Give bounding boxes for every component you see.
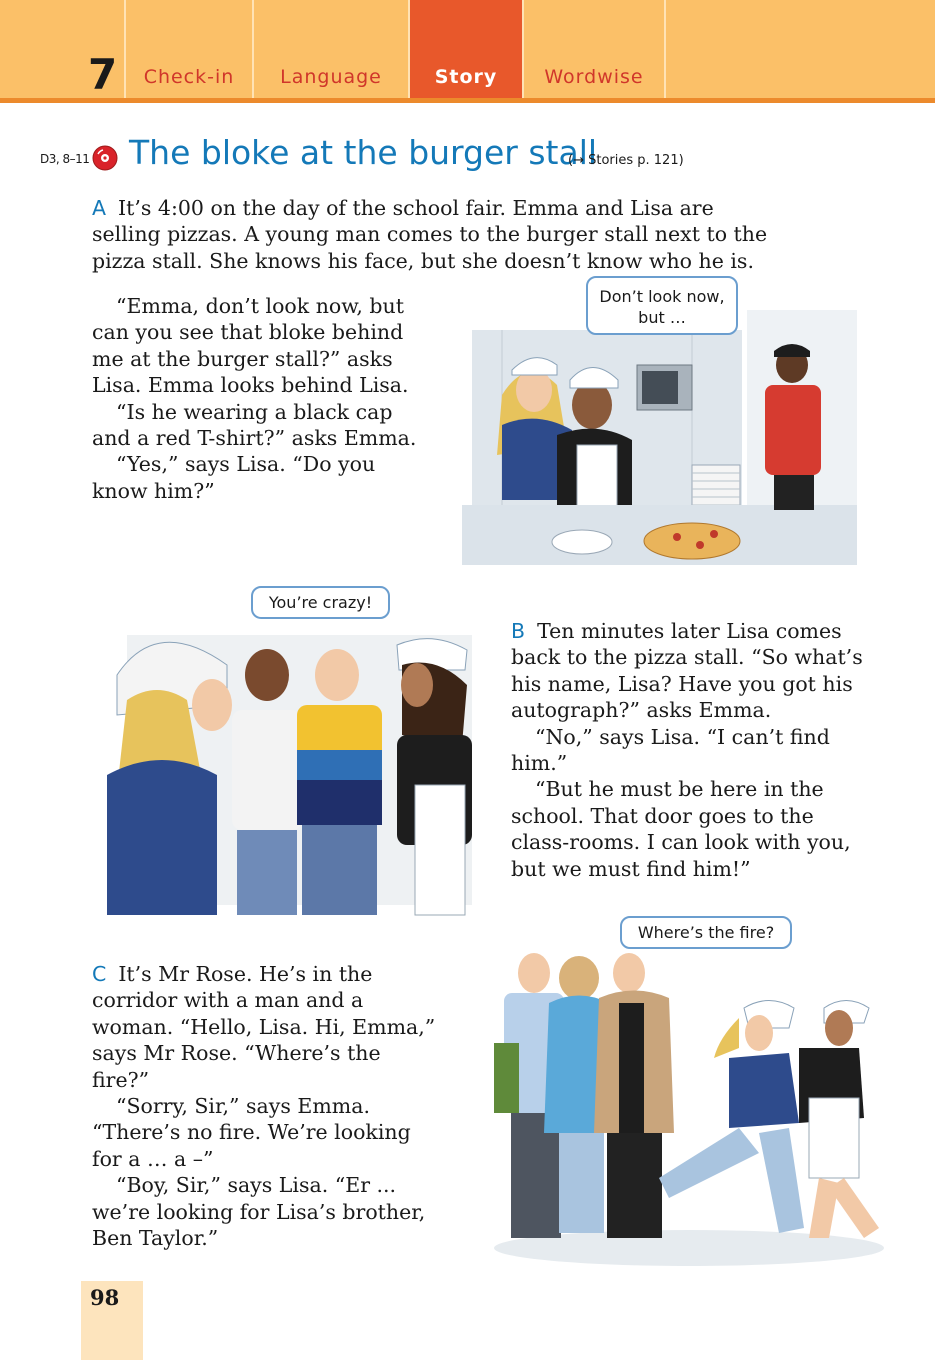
unit-number: 7 xyxy=(88,50,118,99)
tab-label: Language xyxy=(280,66,382,88)
cd-icon[interactable] xyxy=(92,145,118,171)
pizza-stall-illustration xyxy=(462,305,857,565)
speech-bubble: Don’t look now, but … xyxy=(586,276,738,335)
tab-bar-rule xyxy=(0,98,935,103)
tab-label: Check-in xyxy=(143,66,235,88)
part-b-letter: B xyxy=(511,619,526,643)
tab-language[interactable] xyxy=(252,0,408,98)
corridor-illustration xyxy=(489,948,884,1268)
story-title: The bloke at the burger stall xyxy=(129,133,598,172)
part-a-letter: A xyxy=(92,196,107,220)
page-number: 98 xyxy=(90,1285,120,1310)
part-b-text xyxy=(511,618,863,882)
tab-label: Story xyxy=(434,66,498,88)
part-c-paragraph: “Boy, Sir,” says Lisa. “Er ... we’re looking for Lisa’s brother, Ben Taylor.” xyxy=(92,1173,426,1251)
part-c-text xyxy=(92,961,442,1251)
part-b-paragraph: Ten minutes later Lisa comes back to the pizza stall. “So what’s his name, Lisa? Have you got his autograph?” asks Emma. xyxy=(511,619,863,723)
speech-bubble: Where’s the fire? xyxy=(620,916,792,949)
tab-label: Wordwise xyxy=(544,66,644,88)
tab-divider xyxy=(664,0,666,98)
part-a-paragraph: “Yes,” says Lisa. “Do you know him?” xyxy=(92,452,376,503)
part-c-paragraph: It’s Mr Rose. He’s in the corridor with a man and a woman. “Hello, Lisa. Hi, Emma,” says Mr Rose. “Where’s the fire?” xyxy=(92,962,436,1092)
part-b-paragraph: “But he must be here in the school. That door goes to the class-rooms. I can look with you, but we must find him!” xyxy=(511,777,851,881)
speech-bubble: You’re crazy! xyxy=(251,586,390,619)
part-a-paragraph: “Emma, don’t look now, but can you see that bloke behind me at the burger stall?” asks Lisa. Emma looks behind Lisa. xyxy=(92,294,409,398)
part-a-intro-text: It’s 4:00 on the day of the school fair. Emma and Lisa are selling pizzas. A young man comes to the burger stall next to the pizza stall. She knows his face, but she doesn’t know who he is. xyxy=(92,196,768,273)
audio-track-label: D3, 8–11 xyxy=(40,152,90,166)
stories-reference[interactable]: (→ Stories p. 121) xyxy=(568,153,684,168)
tab-story[interactable] xyxy=(408,0,522,98)
part-c-paragraph: “Sorry, Sir,” says Emma. “There’s no fire. We’re looking for a … a –” xyxy=(92,1094,411,1171)
part-b-paragraph: “No,” says Lisa. “I can’t find him.” xyxy=(511,724,830,776)
tab-check-in[interactable] xyxy=(124,0,252,98)
tab-wordwise[interactable] xyxy=(522,0,664,98)
part-a-paragraph: “Is he wearing a black cap and a red T-shirt?” asks Emma. xyxy=(92,399,417,451)
part-a-intro xyxy=(92,195,782,274)
part-a-dialogue xyxy=(92,293,432,504)
part-c-letter: C xyxy=(92,962,107,986)
friends-illustration xyxy=(97,605,475,917)
